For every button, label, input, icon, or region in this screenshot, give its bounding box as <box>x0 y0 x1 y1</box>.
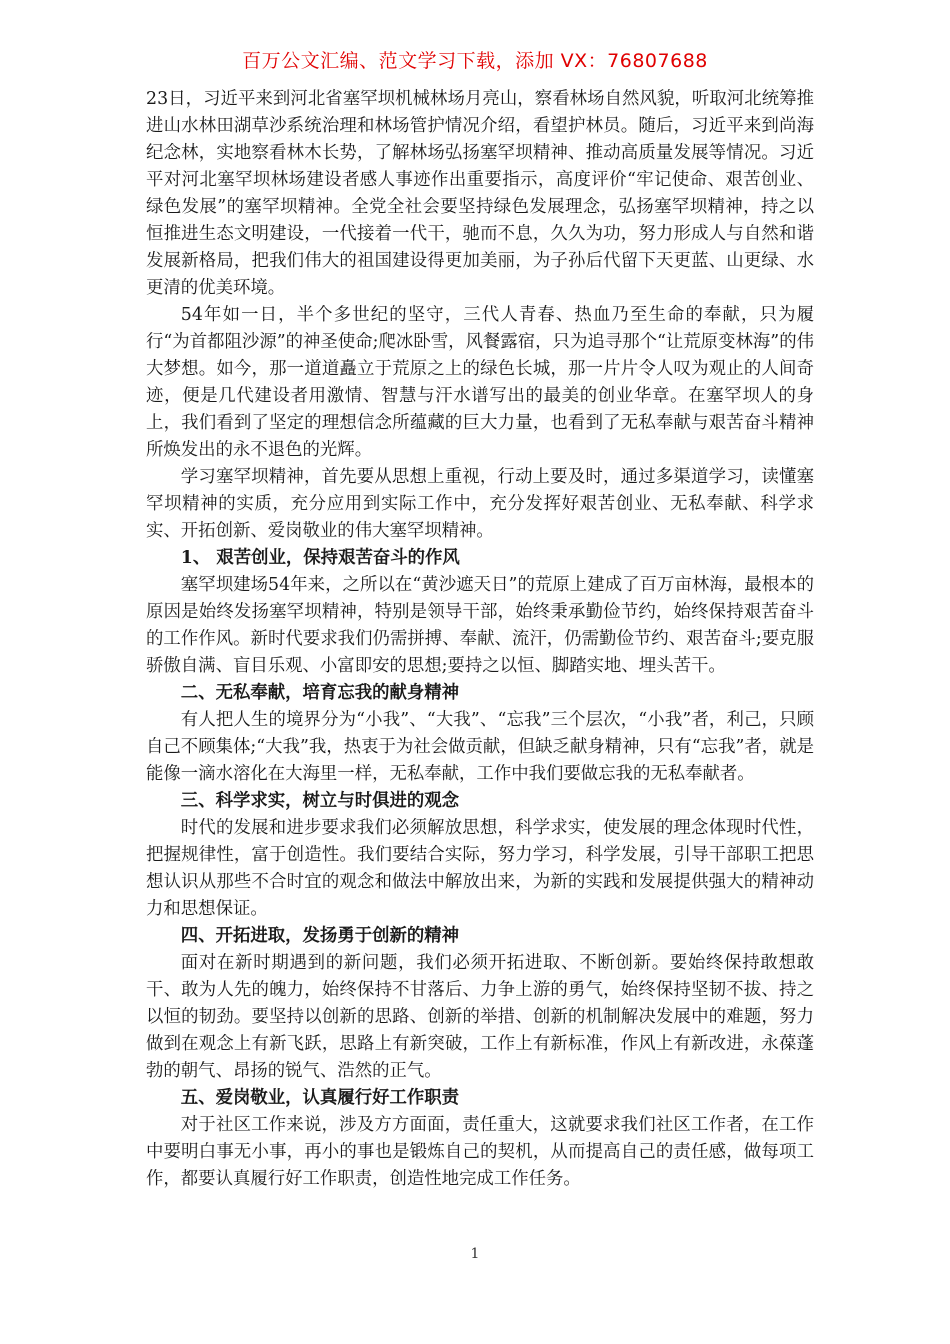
document-body <box>146 86 814 1193</box>
paragraph: 面对在新时期遇到的新问题，我们必须开拓进取、不断创新。要始终保持敢想敢干、敢为人先的魄力，始终保持不甘落后、力争上游的勇气，始终保持坚韧不拔、持之以恒的韧劲。要坚持以创新的思路、创新的举措、创新的机制解决发展中的难题，努力做到在观念上有新飞跃，思路上有新突破，工作上有新标准，作风上有新改进，永葆蓬勃的朝气、昂扬的锐气、浩然的正气。 <box>146 953 814 1081</box>
page-number: 1 <box>470 1246 480 1262</box>
paragraph: 时代的发展和进步要求我们必须解放思想，科学求实，使发展的理念体现时代性，把握规律性，富于创造性。我们要结合实际，努力学习，科学发展，引导干部职工把思想认识从那些不合时宜的观念和做法中解放出来，为新的实践和发展提供强大的精神动力和思想保证。 <box>146 818 814 919</box>
paragraph: 对于社区工作来说，涉及方方面面，责任重大，这就要求我们社区工作者，在工作中要明白事无小事，再小的事也是锻炼自己的契机，从而提高自己的责任感，做每项工作，都要认真履行好工作职责，创造性地完成工作任务。 <box>146 1115 814 1189</box>
section-heading-4: 四、开拓进取，发扬勇于创新的精神 <box>180 926 460 946</box>
paragraph: 塞罕坝建场54年来，之所以在“黄沙遮天日”的荒原上建成了百万亩林海，最根本的原因是始终发扬塞罕坝精神，特别是领导干部，始终秉承勤俭节约，始终保持艰苦奋斗的工作作风。新时代要求我们仍需拼搏、奉献、流汗，仍需勤俭节约、艰苦奋斗;要克服骄傲自满、盲目乐观、小富即安的思想;要持之以恒、脚踏实地、埋头苦干。 <box>146 575 814 676</box>
section-heading-2: 二、无私奉献，培育忘我的献身精神 <box>180 683 460 703</box>
section-heading-3: 三、科学求实，树立与时俱进的观念 <box>180 791 460 811</box>
paragraph: 有人把人生的境界分为“小我”、“大我”、“忘我”三个层次，“小我”者，利己，只顾自己不顾集体;“大我”我，热衷于为社会做贡献，但缺乏献身精神，只有“忘我”者，就是能像一滴水溶化在大海里一样，无私奉献，工作中我们要做忘我的无私奉献者。 <box>146 710 814 784</box>
section-heading-5: 五、爱岗敬业，认真履行好工作职责 <box>180 1088 460 1108</box>
paragraph-intro: 23日，习近平来到河北省塞罕坝机械林场月亮山，察看林场自然风貌，听取河北统筹推进山水林田湖草沙系统治理和林场管护情况介绍，看望护林员。随后，习近平来到尚海纪念林，实地察看林木长势，了解林场弘扬塞罕坝精神、推动高质量发展等情况。习近平对河北塞罕坝林场建设者感人事迹作出重要指示，高度评价“牢记使命、艰苦创业、绿色发展”的塞罕坝精神。全党全社会要坚持绿色发展理念，弘扬塞罕坝精神，持之以恒推进生态文明建设，一代接着一代干，驰而不息，久久为功，努力形成人与自然和谐发展新格局，把我们伟大的祖国建设得更加美丽，为子孙后代留下天更蓝、山更绿、水更清的优美环境。 <box>146 89 814 298</box>
watermark-header: 百万公文汇编、范文学习下载，添加 VX：76807688 <box>242 50 708 72</box>
paragraph: 学习塞罕坝精神，首先要从思想上重视，行动上要及时，通过多渠道学习，读懂塞罕坝精神的实质，充分应用到实际工作中，充分发挥好艰苦创业、无私奉献、科学求实、开拓创新、爱岗敬业的伟大塞罕坝精神。 <box>146 467 814 541</box>
paragraph: 54年如一日，半个多世纪的坚守，三代人青春、热血乃至生命的奉献，只为履行“为首都阻沙源”的神圣使命;爬冰卧雪，风餐露宿，只为追寻那个“让荒原变林海”的伟大梦想。如今，那一道道矗立于荒原之上的绿色长城，那一片片令人叹为观止的人间奇迹，便是几代建设者用激情、智慧与汗水谱写出的最美的创业华章。在塞罕坝人的身上，我们看到了坚定的理想信念所蕴藏的巨大力量，也看到了无私奉献与艰苦奋斗精神所焕发出的永不退色的光辉。 <box>146 305 814 460</box>
section-heading-1: 1、 艰苦创业，保持艰苦奋斗的作风 <box>180 548 460 568</box>
